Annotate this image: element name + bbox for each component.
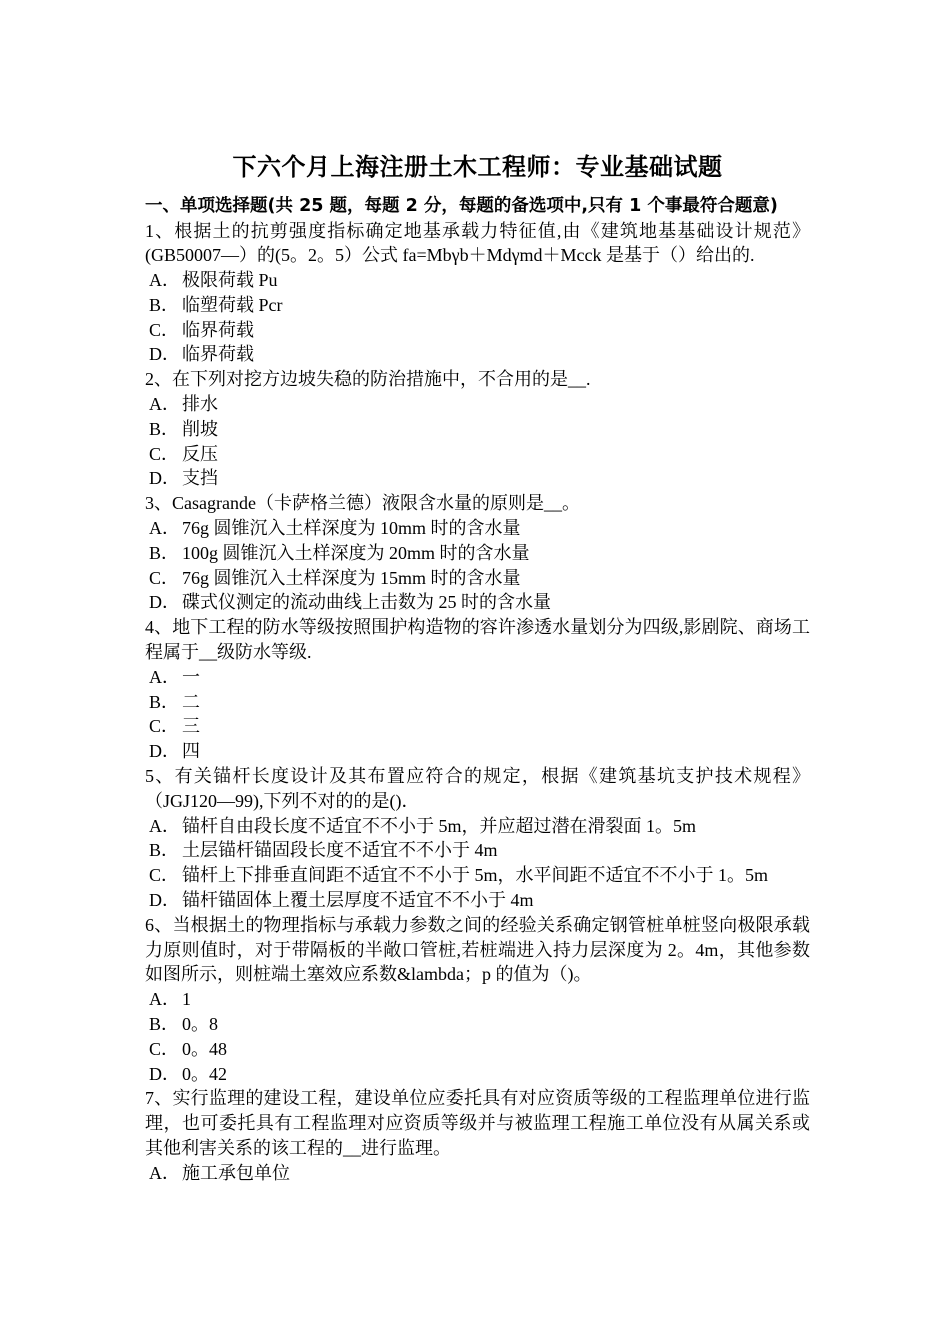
question-text: 6、当根据土的物理指标与承载力参数之间的经验关系确定钢管桩单桩竖向极限承载力原则值时，对于带隔板的半敞口管桩,若桩端进入持力层深度为 2。4m，其他参数如图所示，则桩端土塞效应系数&lambda；p 的值为（)。 <box>145 914 810 985</box>
option-text: 锚杆自由段长度不适宜不不小于 5m，并应超过潜在滑裂面 1。5m <box>182 815 696 836</box>
answer-option <box>145 318 810 343</box>
option-text: 100g 圆锥沉入土样深度为 20mm 时的含水量 <box>182 542 530 563</box>
question-text: 7、实行监理的建设工程，建设单位应委托具有对应资质等级的工程监理单位进行监理，也可委托具有工程监理对应资质等级并与被监理工程施工单位没有从属关系或其他利害关系的该工程的__进行监理。 <box>145 1088 810 1158</box>
option-letter: A． <box>149 518 180 539</box>
question-block <box>145 913 810 1087</box>
option-letter: C． <box>149 443 180 464</box>
option-text: 反压 <box>182 443 218 464</box>
answer-option <box>145 1062 810 1087</box>
option-letter: A． <box>149 989 180 1010</box>
answer-option <box>145 268 810 293</box>
option-text: 四 <box>182 741 200 762</box>
question-block <box>145 764 810 913</box>
question-block <box>145 367 810 491</box>
option-text: 三 <box>182 716 200 737</box>
answer-option <box>145 442 810 467</box>
option-text: 锚杆锚固体上覆土层厚度不适宜不不小于 4m <box>182 890 534 911</box>
answer-option <box>145 888 810 913</box>
option-letter: A． <box>149 270 180 291</box>
option-text: 锚杆上下排垂直间距不适宜不不小于 5m，水平间距不适宜不不小于 1。5m <box>182 865 768 886</box>
option-text: 极限荷载 Pu <box>182 270 278 291</box>
answer-option <box>145 541 810 566</box>
question-text: 2、在下列对挖方边坡失稳的防治措施中，不合用的是__. <box>145 369 591 390</box>
answer-option <box>145 987 810 1012</box>
option-letter: B． <box>149 691 180 712</box>
option-letter: A． <box>149 1162 180 1183</box>
answer-option <box>145 392 810 417</box>
question-text: 4、地下工程的防水等级按照围护构造物的容许渗透水量划分为四级,影剧院、商场工程属于__级防水等级. <box>145 617 810 663</box>
answer-option <box>145 293 810 318</box>
answer-option <box>145 516 810 541</box>
option-letter: B． <box>149 418 180 439</box>
answer-option <box>145 466 810 491</box>
option-letter: C． <box>149 567 180 588</box>
document-title: 下六个月上海注册土木工程师：专业基础试题 <box>232 153 723 181</box>
answer-option <box>145 342 810 367</box>
option-letter: A． <box>149 666 180 687</box>
question-block <box>145 219 810 368</box>
option-letter: B． <box>149 840 180 861</box>
answer-option <box>145 1037 810 1062</box>
option-text: 支挡 <box>182 468 218 489</box>
option-text: 1 <box>182 989 191 1010</box>
option-letter: B． <box>149 1014 180 1034</box>
question-list <box>145 219 810 1186</box>
option-text: 临界荷载 <box>182 344 254 365</box>
document-page <box>145 150 810 1186</box>
option-letter: D． <box>149 592 180 613</box>
option-text: 临塑荷载 Pcr <box>182 294 283 315</box>
option-letter: C． <box>149 716 180 737</box>
answer-option <box>145 814 810 839</box>
option-letter: C． <box>149 865 180 886</box>
option-text: 二 <box>182 691 200 712</box>
question-text: 3、Casagrande（卡萨格兰德）液限含水量的原则是__。 <box>145 493 580 514</box>
section-heading: 一、单项选择题(共 25 题，每题 2 分，每题的备选项中,只有 1 个事最符合题意) <box>145 196 778 216</box>
option-text: 土层锚杆锚固段长度不适宜不不小于 4m <box>182 840 498 861</box>
option-text: 排水 <box>182 394 218 415</box>
answer-option <box>145 566 810 591</box>
option-text: 削坡 <box>182 418 218 439</box>
option-text: 76g 圆锥沉入土样深度为 10mm 时的含水量 <box>182 518 521 539</box>
answer-option <box>145 665 810 690</box>
option-text: 一 <box>182 666 200 687</box>
option-letter: B． <box>149 542 180 563</box>
answer-option <box>145 714 810 739</box>
option-text: 0。8 <box>182 1014 218 1034</box>
option-text: 76g 圆锥沉入土样深度为 15mm 时的含水量 <box>182 567 521 588</box>
option-letter: D． <box>149 890 180 911</box>
option-letter: D． <box>149 468 180 489</box>
question-text: 1、根据土的抗剪强度指标确定地基承载力特征值,由《建筑地基基础设计规范》(GB50007—）的(5。2。5）公式 fa=Mbγb＋Mdγmd＋Mcck 是基于（）给出的. <box>145 220 810 266</box>
answer-option <box>145 417 810 442</box>
option-text: 0。42 <box>182 1063 227 1084</box>
answer-option <box>145 863 810 888</box>
option-letter: D． <box>149 1063 180 1084</box>
option-text: 施工承包单位 <box>182 1162 290 1183</box>
option-letter: C． <box>149 319 180 340</box>
answer-option <box>145 838 810 863</box>
option-letter: A． <box>149 815 180 836</box>
question-block <box>145 491 810 615</box>
option-letter: C． <box>149 1038 180 1059</box>
question-block <box>145 1086 810 1185</box>
option-text: 碟式仪测定的流动曲线上击数为 25 时的含水量 <box>182 592 551 613</box>
option-letter: A． <box>149 394 180 415</box>
answer-option <box>145 690 810 715</box>
option-text: 0。48 <box>182 1038 227 1059</box>
answer-option <box>145 1012 810 1037</box>
option-text: 临界荷载 <box>182 319 254 340</box>
option-letter: D． <box>149 741 180 762</box>
answer-option <box>145 590 810 615</box>
option-letter: B． <box>149 294 180 315</box>
answer-option <box>145 1161 810 1186</box>
question-block <box>145 615 810 764</box>
answer-option <box>145 739 810 764</box>
option-letter: D． <box>149 344 180 365</box>
question-text: 5、有关锚杆长度设计及其布置应符合的规定，根据《建筑基坑支护技术规程》（JGJ120—99),下列不对的的是()． <box>145 766 810 811</box>
